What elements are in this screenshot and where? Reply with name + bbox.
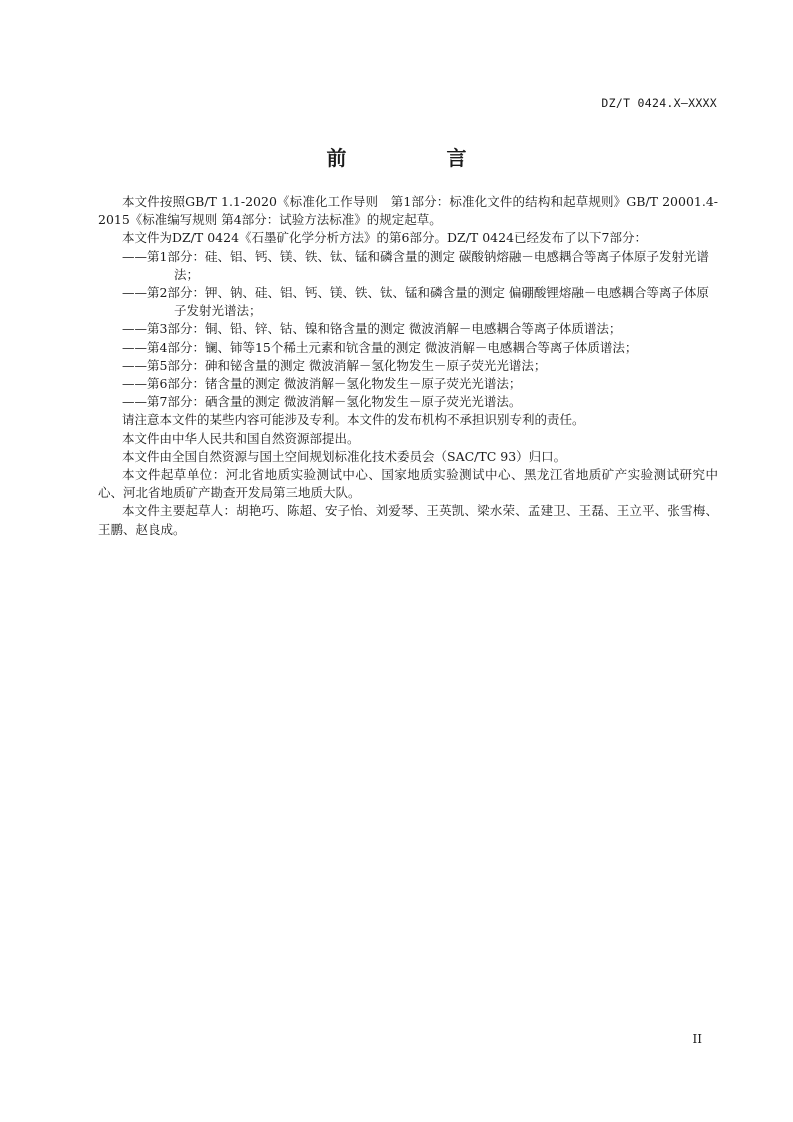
paragraph-committee: 本文件由全国自然资源与国土空间规划标准化技术委员会（SAC/TC 93）归口。 (122, 448, 567, 464)
paragraph-drafting-rules: 本文件按照GB/T 1.1-2020《标准化工作导则 第1部分：标准化文件的结构和起草规则》GB/T 20001.4-2015《标准编写规则 第4部分：试验方法标准》的规定起草。 (98, 194, 718, 228)
list-item: ——第3部分：铜、铅、锌、钴、镍和铬含量的测定 微波消解－电感耦合等离子体质谱法； (122, 321, 622, 337)
list-item: ——第5部分：砷和铋含量的测定 微波消解－氢化物发生－原子荧光光谱法； (122, 357, 547, 373)
list-item: ——第2部分：钾、钠、硅、铝、钙、镁、铁、钛、锰和磷含量的测定 偏硼酸锂熔融－电感耦合等离子体原子发射光谱法； (122, 285, 709, 319)
page-number: II (692, 1032, 702, 1046)
list-item: ——第7部分：硒含量的测定 微波消解－氢化物发生－原子荧光光谱法。 (122, 394, 522, 410)
parts-list (98, 248, 718, 412)
paragraph-patent-notice: 请注意本文件的某些内容可能涉及专利。本文件的发布机构不承担识别专利的责任。 (122, 412, 585, 428)
list-item: ——第1部分：硅、铝、钙、镁、铁、钛、锰和磷含量的测定 碳酸钠熔融－电感耦合等离子体原子发射光谱法； (122, 248, 709, 282)
paragraph-drafting-units: 本文件起草单位：河北省地质实验测试中心、国家地质实验测试中心、黑龙江省地质矿产实验测试研究中心、河北省地质矿产勘查开发局第三地质大队。 (98, 467, 718, 501)
list-item: ——第4部分：镧、铈等15个稀土元素和钪含量的测定 微波消解－电感耦合等离子体质谱法； (122, 339, 638, 355)
document-code: DZ/T 0424.X—XXXX (601, 96, 717, 110)
list-item: ——第6部分：锗含量的测定 微波消解－氢化物发生－原子荧光光谱法； (122, 376, 522, 392)
document-body (98, 193, 718, 539)
paragraph-proposer: 本文件由中华人民共和国自然资源部提出。 (122, 430, 360, 446)
paragraph-drafters: 本文件主要起草人：胡艳巧、陈超、安子怡、刘爱琴、王英凯、梁水荣、孟建卫、王磊、王立平、张雪梅、王鹏、赵良成。 (98, 503, 718, 537)
paragraph-parts-intro: 本文件为DZ/T 0424《石墨矿化学分析方法》的第6部分。DZ/T 0424已经发布了以下7部分： (122, 230, 647, 246)
page-title: 前 言 (326, 146, 507, 170)
